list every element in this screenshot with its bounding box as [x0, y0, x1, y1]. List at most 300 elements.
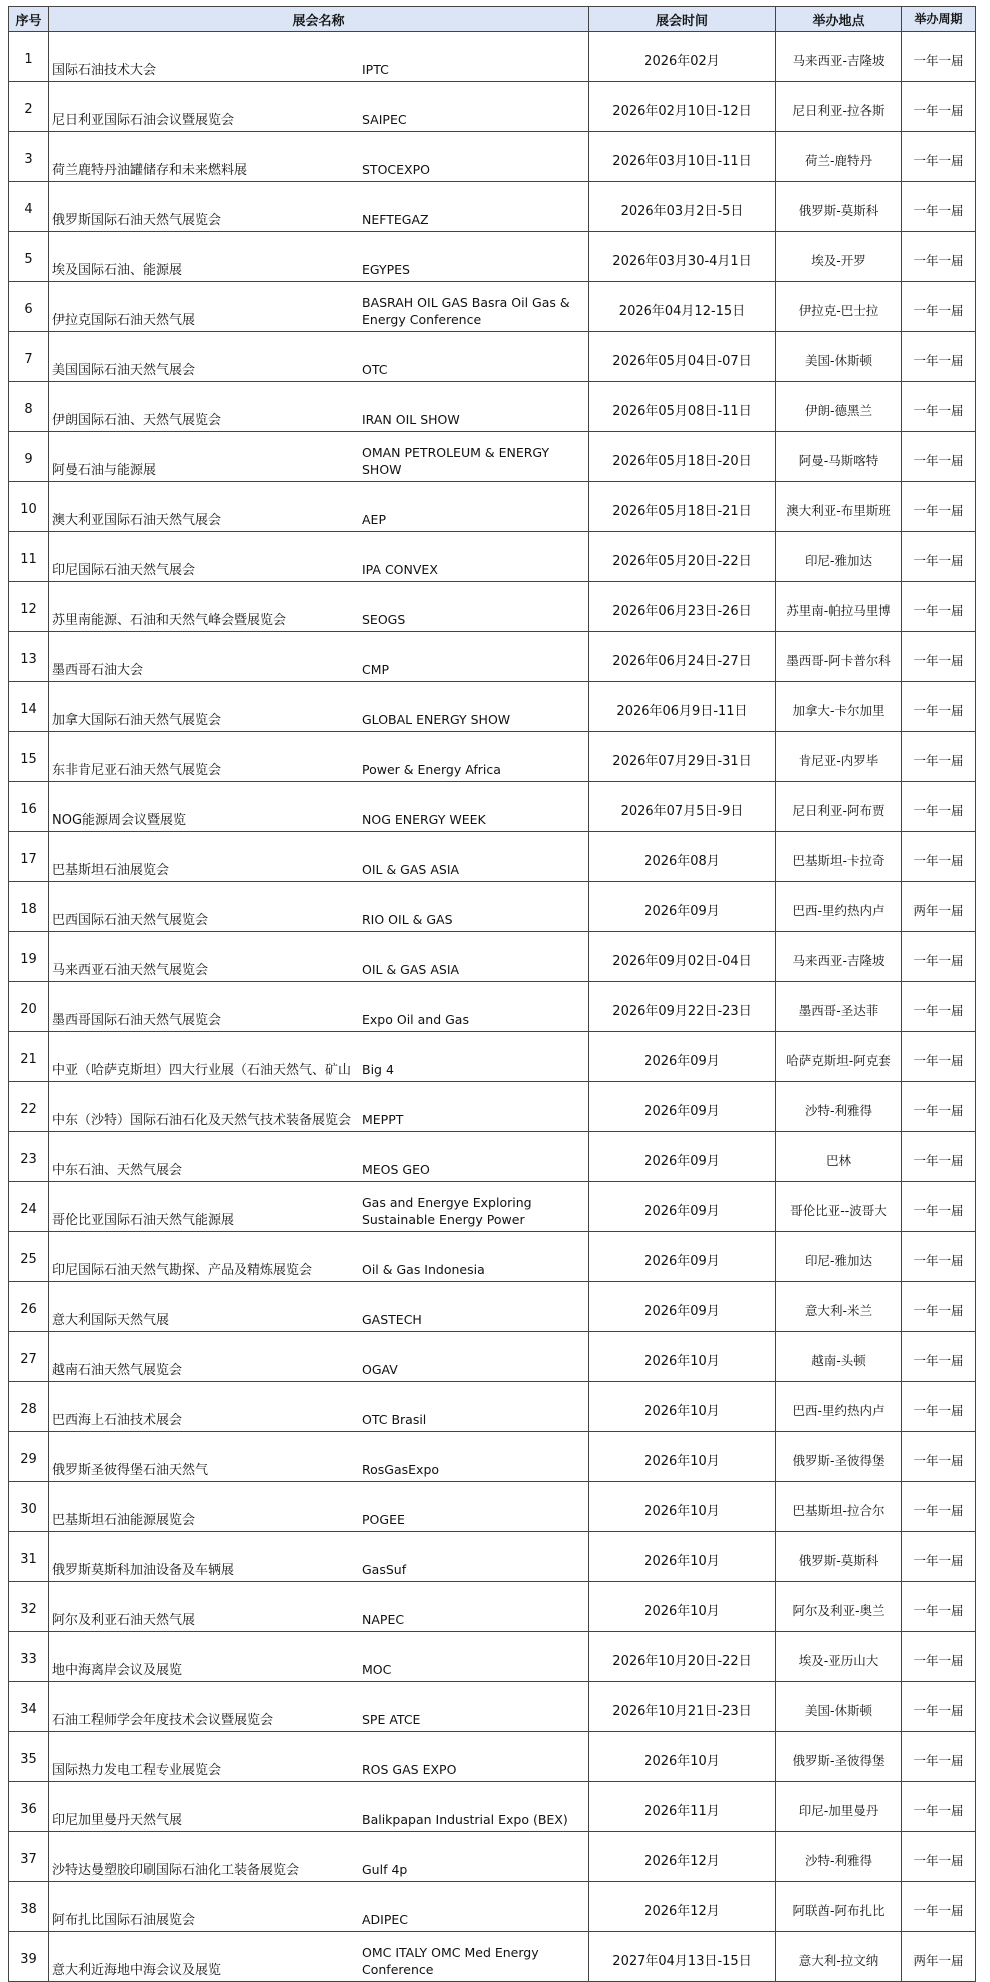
- row-index: 25: [20, 1252, 37, 1267]
- row-name-cell[interactable]: [49, 432, 589, 482]
- row-frequency-cell[interactable]: [902, 132, 976, 182]
- row-index: 12: [20, 602, 37, 617]
- row-index-cell[interactable]: [9, 1082, 49, 1132]
- exhibition-name-cn: 伊拉克国际石油天然气展: [52, 313, 196, 328]
- row-index-cell[interactable]: [9, 1232, 49, 1282]
- row-location-cell[interactable]: [776, 1282, 902, 1332]
- row-frequency-cell[interactable]: [902, 632, 976, 682]
- row-index-cell[interactable]: [9, 132, 49, 182]
- row-location-cell[interactable]: [776, 382, 902, 432]
- header-name[interactable]: 展会名称: [49, 7, 589, 32]
- row-location-cell[interactable]: [776, 282, 902, 332]
- exhibition-date: 2027年04月13日-15日: [612, 1954, 752, 1969]
- row-location-cell[interactable]: [776, 1682, 902, 1732]
- row-name-cell[interactable]: [49, 1732, 589, 1782]
- row-index-cell[interactable]: [9, 1132, 49, 1182]
- row-index: 36: [20, 1802, 37, 1817]
- row-frequency-cell[interactable]: [902, 1032, 976, 1082]
- row-name-cell[interactable]: [49, 1132, 589, 1182]
- table-row: [9, 982, 976, 1032]
- row-location-cell[interactable]: [776, 1782, 902, 1832]
- row-frequency-cell[interactable]: [902, 1382, 976, 1432]
- row-location-cell[interactable]: [776, 832, 902, 882]
- row-name-cell[interactable]: [49, 32, 589, 82]
- row-frequency-cell[interactable]: [902, 1732, 976, 1782]
- exhibition-name-en: OMC ITALY OMC Med Energy Conference: [362, 1945, 539, 1977]
- row-index: 11: [20, 552, 37, 567]
- exhibition-location: 意大利-拉文纳: [798, 1952, 879, 1968]
- exhibition-frequency: 一年一届: [913, 502, 964, 518]
- row-index: 27: [20, 1352, 37, 1367]
- table-row: [9, 1082, 976, 1132]
- exhibition-name-en: Expo Oil and Gas: [362, 1012, 469, 1027]
- row-index-cell[interactable]: [9, 682, 49, 732]
- row-frequency-cell[interactable]: [902, 332, 976, 382]
- exhibition-frequency: 一年一届: [913, 1202, 964, 1218]
- row-frequency-cell[interactable]: [902, 1082, 976, 1132]
- row-date-cell[interactable]: [589, 1432, 776, 1482]
- exhibition-date: 2026年09月: [644, 904, 720, 919]
- row-index-cell[interactable]: [9, 482, 49, 532]
- row-frequency-cell[interactable]: [902, 382, 976, 432]
- row-date-cell[interactable]: [589, 232, 776, 282]
- row-name-cell[interactable]: [49, 232, 589, 282]
- row-frequency-cell[interactable]: [902, 482, 976, 532]
- row-date-cell[interactable]: [589, 382, 776, 432]
- row-name-cell[interactable]: [49, 1682, 589, 1732]
- row-date-cell[interactable]: [589, 182, 776, 232]
- exhibition-name-cn: 沙特达曼塑胶印刷国际石油化工装备展览会: [52, 1863, 300, 1878]
- row-index-cell[interactable]: [9, 532, 49, 582]
- row-date-cell[interactable]: [589, 482, 776, 532]
- exhibition-name-en: BASRAH OIL GAS Basra Oil Gas & Energy Conference: [362, 295, 570, 327]
- row-location-cell[interactable]: [776, 982, 902, 1032]
- row-index-cell[interactable]: [9, 1032, 49, 1082]
- row-name-cell[interactable]: [49, 1582, 589, 1632]
- exhibition-name-cn: 哥伦比亚国际石油天然气能源展: [52, 1213, 235, 1228]
- exhibition-date: 2026年06月9日-11日: [616, 704, 748, 719]
- exhibition-frequency: 一年一届: [913, 1302, 964, 1318]
- row-date-cell[interactable]: [589, 732, 776, 782]
- row-name-cell[interactable]: [49, 832, 589, 882]
- exhibition-name-en: IPA CONVEX: [362, 562, 438, 577]
- exhibition-date: 2026年05月04日-07日: [612, 354, 752, 369]
- row-location-cell[interactable]: [776, 1132, 902, 1182]
- row-location-cell[interactable]: [776, 1832, 902, 1882]
- exhibition-location: 尼日利亚-拉各斯: [792, 102, 885, 118]
- table-row: [9, 1382, 976, 1432]
- row-location-cell[interactable]: [776, 632, 902, 682]
- header-location[interactable]: 举办地点: [776, 7, 902, 32]
- row-name-cell[interactable]: [49, 682, 589, 732]
- row-index: 4: [24, 202, 33, 217]
- exhibition-date: 2026年07月5日-9日: [620, 804, 744, 819]
- row-name-cell[interactable]: [49, 1382, 589, 1432]
- row-index-cell[interactable]: [9, 832, 49, 882]
- row-index-cell[interactable]: [9, 1582, 49, 1632]
- exhibition-location: 肯尼亚-内罗毕: [798, 752, 879, 768]
- row-index: 35: [20, 1752, 37, 1767]
- row-index-cell[interactable]: [9, 1932, 49, 1982]
- row-index-cell[interactable]: [9, 1382, 49, 1432]
- row-date-cell[interactable]: [589, 432, 776, 482]
- exhibition-date: 2026年05月18日-21日: [612, 504, 752, 519]
- exhibition-location: 荷兰-鹿特丹: [804, 152, 872, 168]
- row-name-cell[interactable]: [49, 1532, 589, 1582]
- row-location-cell[interactable]: [776, 732, 902, 782]
- row-name-cell[interactable]: [49, 282, 589, 332]
- exhibition-frequency: 一年一届: [913, 152, 964, 168]
- exhibition-table: [8, 6, 976, 1982]
- exhibition-location: 沙特-利雅得: [804, 1102, 872, 1118]
- row-date-cell[interactable]: [589, 782, 776, 832]
- exhibition-date: 2026年05月18日-20日: [612, 454, 752, 469]
- row-index-cell[interactable]: [9, 1282, 49, 1332]
- row-index-cell[interactable]: [9, 1482, 49, 1532]
- row-date-cell[interactable]: [589, 1732, 776, 1782]
- row-location-cell[interactable]: [776, 1732, 902, 1782]
- row-index: 22: [20, 1102, 37, 1117]
- row-date-cell[interactable]: [589, 1782, 776, 1832]
- row-frequency-cell[interactable]: [902, 682, 976, 732]
- row-location-cell[interactable]: [776, 1882, 902, 1932]
- row-date-cell[interactable]: [589, 1832, 776, 1882]
- row-name-cell[interactable]: [49, 1282, 589, 1332]
- row-index-cell[interactable]: [9, 32, 49, 82]
- row-location-cell[interactable]: [776, 1082, 902, 1132]
- row-name-cell[interactable]: [49, 982, 589, 1032]
- row-name-cell[interactable]: [49, 1782, 589, 1832]
- row-date-cell[interactable]: [589, 282, 776, 332]
- exhibition-location: 越南-头顿: [811, 1352, 866, 1368]
- row-frequency-cell[interactable]: [902, 982, 976, 1032]
- row-index: 32: [20, 1602, 37, 1617]
- row-index-cell[interactable]: [9, 1632, 49, 1682]
- row-index: 9: [24, 452, 33, 467]
- exhibition-name-en: IRAN OIL SHOW: [362, 412, 460, 427]
- table-row: [9, 182, 976, 232]
- exhibition-frequency: 一年一届: [913, 802, 964, 818]
- row-date-cell[interactable]: [589, 832, 776, 882]
- exhibition-frequency: 一年一届: [913, 1252, 964, 1268]
- row-frequency-cell[interactable]: [902, 532, 976, 582]
- row-name-cell[interactable]: [49, 1832, 589, 1882]
- table-row: [9, 132, 976, 182]
- row-date-cell[interactable]: [589, 932, 776, 982]
- exhibition-name-en: MEPPT: [362, 1112, 404, 1127]
- exhibition-frequency: 一年一届: [913, 1852, 964, 1868]
- row-date-cell[interactable]: [589, 1332, 776, 1382]
- row-location-cell[interactable]: [776, 582, 902, 632]
- row-location-cell[interactable]: [776, 682, 902, 732]
- row-index: 39: [20, 1952, 37, 1967]
- row-name-cell[interactable]: [49, 82, 589, 132]
- row-date-cell[interactable]: [589, 32, 776, 82]
- exhibition-frequency: 一年一届: [913, 402, 964, 418]
- exhibition-location: 阿联酋-阿布扎比: [792, 1902, 885, 1918]
- row-index-cell[interactable]: [9, 1432, 49, 1482]
- row-index-cell[interactable]: [9, 1332, 49, 1382]
- exhibition-date: 2026年05月08日-11日: [612, 404, 752, 419]
- row-date-cell[interactable]: [589, 1582, 776, 1632]
- row-name-cell[interactable]: [49, 1232, 589, 1282]
- exhibition-name-en: OIL & GAS ASIA: [362, 862, 460, 877]
- row-date-cell[interactable]: [589, 1082, 776, 1132]
- exhibition-name-cn: 美国国际石油天然气展会: [52, 363, 196, 378]
- row-frequency-cell[interactable]: [902, 782, 976, 832]
- row-location-cell[interactable]: [776, 232, 902, 282]
- row-frequency-cell[interactable]: [902, 82, 976, 132]
- row-index-cell[interactable]: [9, 582, 49, 632]
- exhibition-frequency: 一年一届: [913, 1502, 964, 1518]
- row-name-cell[interactable]: [49, 882, 589, 932]
- row-location-cell[interactable]: [776, 132, 902, 182]
- row-name-cell[interactable]: [49, 332, 589, 382]
- row-date-cell[interactable]: [589, 1682, 776, 1732]
- exhibition-name-en: MOC: [362, 1662, 392, 1677]
- exhibition-name-en: NEFTEGAZ: [362, 212, 429, 227]
- row-name-cell[interactable]: [49, 1432, 589, 1482]
- exhibition-location: 美国-休斯顿: [804, 1702, 872, 1718]
- row-date-cell[interactable]: [589, 1882, 776, 1932]
- row-date-cell[interactable]: [589, 132, 776, 182]
- row-date-cell[interactable]: [589, 532, 776, 582]
- row-name-cell[interactable]: [49, 182, 589, 232]
- row-index-cell[interactable]: [9, 232, 49, 282]
- row-date-cell[interactable]: [589, 1382, 776, 1432]
- exhibition-name-cn: 俄罗斯国际石油天然气展览会: [52, 213, 222, 228]
- exhibition-name-cn: 石油工程师学会年度技术会议暨展览会: [52, 1713, 274, 1728]
- row-frequency-cell[interactable]: [902, 932, 976, 982]
- table-row: [9, 1482, 976, 1532]
- row-frequency-cell[interactable]: [902, 1432, 976, 1482]
- row-name-cell[interactable]: [49, 132, 589, 182]
- exhibition-name-cn: 尼日利亚国际石油会议暨展览会: [52, 113, 235, 128]
- row-frequency-cell[interactable]: [902, 582, 976, 632]
- exhibition-date: 2026年02月10日-12日: [612, 104, 752, 119]
- row-frequency-cell[interactable]: [902, 1482, 976, 1532]
- row-index-cell[interactable]: [9, 182, 49, 232]
- row-name-cell[interactable]: [49, 532, 589, 582]
- exhibition-name-cn: 巴西国际石油天然气展览会: [52, 913, 209, 928]
- exhibition-location: 美国-休斯顿: [804, 352, 872, 368]
- row-date-cell[interactable]: [589, 332, 776, 382]
- row-frequency-cell[interactable]: [902, 1332, 976, 1382]
- row-location-cell[interactable]: [776, 1632, 902, 1682]
- row-date-cell[interactable]: [589, 1032, 776, 1082]
- row-date-cell[interactable]: [589, 982, 776, 1032]
- exhibition-name-en: Power & Energy Africa: [362, 762, 501, 777]
- row-location-cell[interactable]: [776, 1582, 902, 1632]
- row-index-cell[interactable]: [9, 82, 49, 132]
- row-date-cell[interactable]: [589, 632, 776, 682]
- row-name-cell[interactable]: [49, 582, 589, 632]
- row-date-cell[interactable]: [589, 1932, 776, 1982]
- exhibition-location: 伊拉克-巴士拉: [798, 302, 879, 318]
- exhibition-frequency: 一年一届: [913, 652, 964, 668]
- row-frequency-cell[interactable]: [902, 1282, 976, 1332]
- exhibition-name-en: SEOGS: [362, 612, 406, 627]
- row-name-cell[interactable]: [49, 482, 589, 532]
- row-location-cell[interactable]: [776, 1432, 902, 1482]
- row-frequency-cell[interactable]: [902, 1182, 976, 1232]
- row-name-cell[interactable]: [49, 1632, 589, 1682]
- exhibition-name-cn: 阿曼石油与能源展: [52, 463, 157, 478]
- row-location-cell[interactable]: [776, 932, 902, 982]
- row-frequency-cell[interactable]: [902, 1132, 976, 1182]
- row-date-cell[interactable]: [589, 1282, 776, 1332]
- row-frequency-cell[interactable]: [902, 1932, 976, 1982]
- exhibition-location: 印尼-雅加达: [804, 1252, 872, 1268]
- row-date-cell[interactable]: [589, 1632, 776, 1682]
- row-index-cell[interactable]: [9, 1732, 49, 1782]
- row-frequency-cell[interactable]: [902, 1632, 976, 1682]
- row-location-cell[interactable]: [776, 1332, 902, 1382]
- header-frequency[interactable]: 举办周期: [902, 7, 976, 32]
- row-name-cell[interactable]: [49, 632, 589, 682]
- row-frequency-cell[interactable]: [902, 1232, 976, 1282]
- exhibition-location: 墨西哥-阿卡普尔科: [786, 652, 891, 668]
- row-location-cell[interactable]: [776, 1532, 902, 1582]
- exhibition-name-cn: 巴基斯坦石油展览会: [52, 863, 170, 878]
- exhibition-name-en: OTC Brasil: [362, 1412, 427, 1427]
- exhibition-name-en: RIO OIL & GAS: [362, 912, 453, 927]
- row-location-cell[interactable]: [776, 432, 902, 482]
- row-location-cell[interactable]: [776, 1932, 902, 1982]
- row-date-cell[interactable]: [589, 882, 776, 932]
- row-index-cell[interactable]: [9, 432, 49, 482]
- row-name-cell[interactable]: [49, 382, 589, 432]
- row-index-cell[interactable]: [9, 382, 49, 432]
- row-location-cell[interactable]: [776, 182, 902, 232]
- row-date-cell[interactable]: [589, 682, 776, 732]
- row-name-cell[interactable]: [49, 1182, 589, 1232]
- row-name-cell[interactable]: [49, 1882, 589, 1932]
- header-index[interactable]: 序号: [9, 7, 49, 32]
- row-name-cell[interactable]: [49, 932, 589, 982]
- row-index-cell[interactable]: [9, 1532, 49, 1582]
- row-frequency-cell[interactable]: [902, 182, 976, 232]
- row-index-cell[interactable]: [9, 882, 49, 932]
- row-date-cell[interactable]: [589, 582, 776, 632]
- row-index-cell[interactable]: [9, 932, 49, 982]
- exhibition-date: 2026年10月: [644, 1354, 720, 1369]
- row-index: 6: [24, 302, 33, 317]
- row-name-cell[interactable]: [49, 782, 589, 832]
- row-index-cell[interactable]: [9, 732, 49, 782]
- row-index: 34: [20, 1702, 37, 1717]
- row-name-cell[interactable]: [49, 732, 589, 782]
- row-location-cell[interactable]: [776, 1482, 902, 1532]
- row-index-cell[interactable]: [9, 632, 49, 682]
- row-location-cell[interactable]: [776, 1182, 902, 1232]
- row-date-cell[interactable]: [589, 1482, 776, 1532]
- exhibition-date: 2026年10月20日-22日: [612, 1654, 752, 1669]
- table-row: [9, 582, 976, 632]
- row-location-cell[interactable]: [776, 1032, 902, 1082]
- exhibition-name-en: EGYPES: [362, 262, 410, 277]
- row-index-cell[interactable]: [9, 1882, 49, 1932]
- table-row: [9, 782, 976, 832]
- exhibition-location: 印尼-雅加达: [804, 552, 872, 568]
- row-frequency-cell[interactable]: [902, 1532, 976, 1582]
- exhibition-frequency: 一年一届: [913, 702, 964, 718]
- row-location-cell[interactable]: [776, 332, 902, 382]
- row-location-cell[interactable]: [776, 782, 902, 832]
- row-index-cell[interactable]: [9, 1182, 49, 1232]
- row-frequency-cell[interactable]: [902, 1882, 976, 1932]
- row-location-cell[interactable]: [776, 482, 902, 532]
- row-name-cell[interactable]: [49, 1932, 589, 1982]
- row-frequency-cell[interactable]: [902, 1682, 976, 1732]
- header-row: [9, 7, 976, 32]
- exhibition-name-cn: 伊朗国际石油、天然气展览会: [52, 413, 222, 428]
- row-index-cell[interactable]: [9, 782, 49, 832]
- exhibition-location: 加拿大-卡尔加里: [792, 702, 885, 718]
- row-index-cell[interactable]: [9, 282, 49, 332]
- exhibition-name-cn: NOG能源周会议暨展览: [52, 813, 187, 828]
- row-index-cell[interactable]: [9, 1782, 49, 1832]
- row-name-cell[interactable]: [49, 1082, 589, 1132]
- row-location-cell[interactable]: [776, 1382, 902, 1432]
- row-index-cell[interactable]: [9, 332, 49, 382]
- row-name-cell[interactable]: [49, 1332, 589, 1382]
- row-frequency-cell[interactable]: [902, 1832, 976, 1882]
- row-frequency-cell[interactable]: [902, 832, 976, 882]
- row-location-cell[interactable]: [776, 1232, 902, 1282]
- row-index: 1: [24, 52, 33, 67]
- row-date-cell[interactable]: [589, 1182, 776, 1232]
- row-location-cell[interactable]: [776, 32, 902, 82]
- row-date-cell[interactable]: [589, 1532, 776, 1582]
- row-index: 30: [20, 1502, 37, 1517]
- row-index-cell[interactable]: [9, 1682, 49, 1732]
- row-location-cell[interactable]: [776, 882, 902, 932]
- exhibition-name-en: SAIPEC: [362, 112, 407, 127]
- exhibition-date: 2026年03月10日-11日: [612, 154, 752, 169]
- row-frequency-cell[interactable]: [902, 1782, 976, 1832]
- row-frequency-cell[interactable]: [902, 232, 976, 282]
- exhibition-location: 沙特-利雅得: [804, 1852, 872, 1868]
- exhibition-date: 2026年09月: [644, 1104, 720, 1119]
- row-date-cell[interactable]: [589, 1232, 776, 1282]
- exhibition-location: 埃及-开罗: [811, 252, 866, 268]
- exhibition-name-en: AEP: [362, 512, 386, 527]
- exhibition-date: 2026年09月: [644, 1154, 720, 1169]
- row-frequency-cell[interactable]: [902, 882, 976, 932]
- row-index-cell[interactable]: [9, 982, 49, 1032]
- row-frequency-cell[interactable]: [902, 432, 976, 482]
- row-frequency-cell[interactable]: [902, 32, 976, 82]
- row-name-cell[interactable]: [49, 1032, 589, 1082]
- row-frequency-cell[interactable]: [902, 732, 976, 782]
- exhibition-date: 2026年12月: [644, 1854, 720, 1869]
- exhibition-location: 巴西-里约热内卢: [792, 1402, 885, 1418]
- row-name-cell[interactable]: [49, 1482, 589, 1532]
- exhibition-location: 尼日利亚-阿布贾: [792, 802, 885, 818]
- header-date[interactable]: 展会时间: [589, 7, 776, 32]
- row-index-cell[interactable]: [9, 1832, 49, 1882]
- exhibition-frequency: 一年一届: [913, 1452, 964, 1468]
- row-date-cell[interactable]: [589, 1132, 776, 1182]
- row-frequency-cell[interactable]: [902, 282, 976, 332]
- row-location-cell[interactable]: [776, 82, 902, 132]
- row-location-cell[interactable]: [776, 532, 902, 582]
- exhibition-frequency: 两年一届: [913, 1952, 964, 1968]
- row-index: 15: [20, 752, 37, 767]
- row-frequency-cell[interactable]: [902, 1582, 976, 1632]
- row-date-cell[interactable]: [589, 82, 776, 132]
